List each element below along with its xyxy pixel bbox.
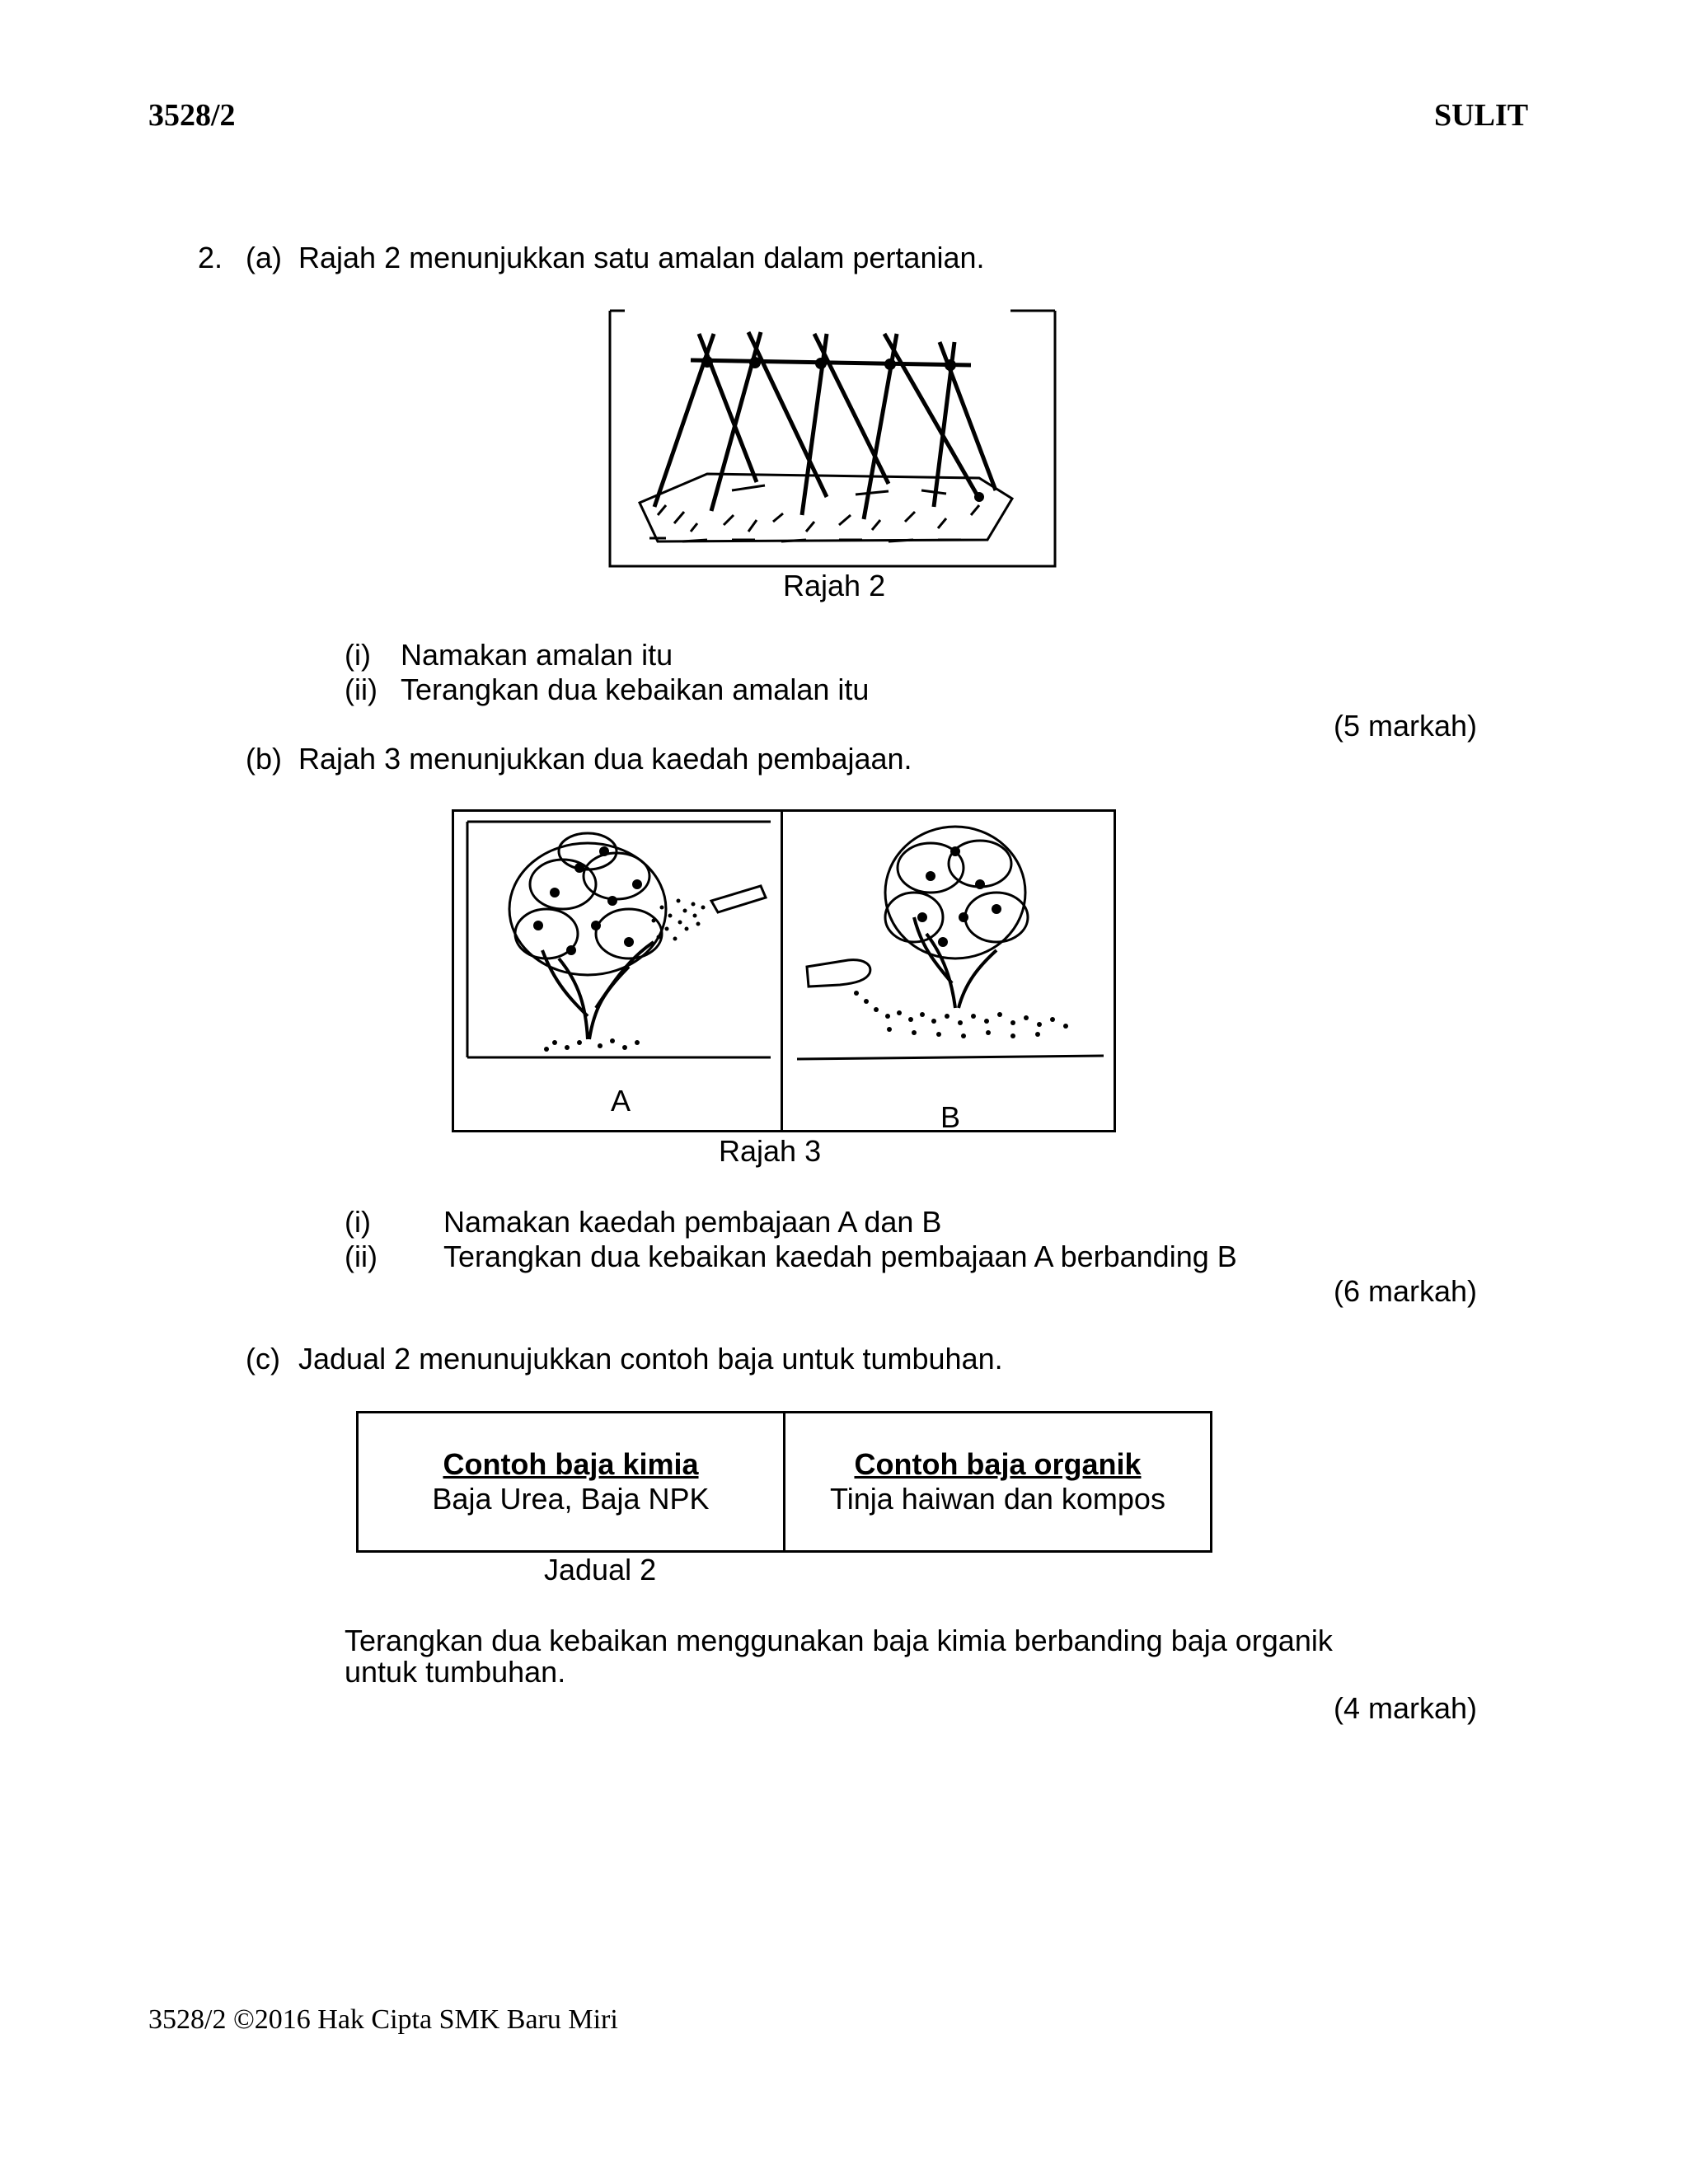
panel-divider: [781, 812, 783, 1130]
paper-code: 3528/2: [148, 98, 236, 133]
broadcast-fertilizer-illustration: [790, 818, 1110, 1066]
part-c-marks: (4 markah): [1334, 1691, 1478, 1725]
col1-value: Baja Urea, Baja NPK: [432, 1482, 710, 1516]
rajah-3-caption: Rajah 3: [719, 1134, 822, 1168]
part-a-marks: (5 markah): [1334, 709, 1478, 743]
table-cell-organic: [785, 1413, 1212, 1552]
part-a-item-2-text: Terangkan dua kebaikan amalan itu: [401, 673, 870, 706]
col2-value: Tinja haiwan dan kompos: [830, 1482, 1165, 1516]
part-b-item-2-label: (ii): [345, 1240, 377, 1273]
part-c-text: Jadual 2 menunujukkan contoh baja untuk tumbuhan.: [298, 1342, 1003, 1376]
part-b-item-2-text: Terangkan dua kebaikan kaedah pembajaan A berbanding B: [443, 1240, 1237, 1273]
part-a-item-1-text: Namakan amalan itu: [401, 638, 673, 672]
part-b-item-1-text: Namakan kaedah pembajaan A dan B: [443, 1205, 942, 1239]
jadual-2-caption: Jadual 2: [544, 1553, 657, 1586]
part-b-label: (b): [246, 742, 282, 776]
part-a-text: Rajah 2 menunjukkan satu amalan dalam pertanian.: [298, 241, 985, 274]
trellis-illustration: [608, 309, 1057, 568]
rajah-3-figure: [452, 809, 1116, 1132]
part-a-label: (a): [246, 241, 282, 274]
table-cell-chemical: [358, 1413, 785, 1552]
col2-header: Contoh baja organik: [854, 1447, 1142, 1481]
classification-label: SULIT: [1434, 98, 1529, 133]
question-number: 2.: [198, 241, 223, 274]
rajah-2-caption: Rajah 2: [783, 569, 886, 602]
footer-copyright: 3528/2 ©2016 Hak Cipta SMK Baru Miri: [148, 2004, 618, 2035]
part-c-instruction-line-2: untuk tumbuhan.: [345, 1655, 566, 1689]
part-c-label: (c): [246, 1342, 280, 1376]
panel-a-label: A: [611, 1084, 631, 1118]
part-a-item-2-label: (ii): [345, 673, 377, 706]
rajah-2-figure: [608, 309, 1057, 568]
col1-header: Contoh baja kimia: [443, 1447, 699, 1481]
part-b-marks: (6 markah): [1334, 1274, 1478, 1308]
spray-fertilizer-illustration: [464, 818, 774, 1062]
part-c-instruction-line-1: Terangkan dua kebaikan menggunakan baja kimia berbanding baja organik: [345, 1624, 1333, 1657]
part-b-text: Rajah 3 menunjukkan dua kaedah pembajaan.: [298, 742, 912, 776]
part-b-item-1-label: (i): [345, 1205, 371, 1239]
panel-b-label: B: [940, 1100, 961, 1134]
table-row: [358, 1413, 1212, 1552]
part-a-item-1-label: (i): [345, 638, 371, 672]
jadual-2-table: [356, 1411, 1212, 1553]
